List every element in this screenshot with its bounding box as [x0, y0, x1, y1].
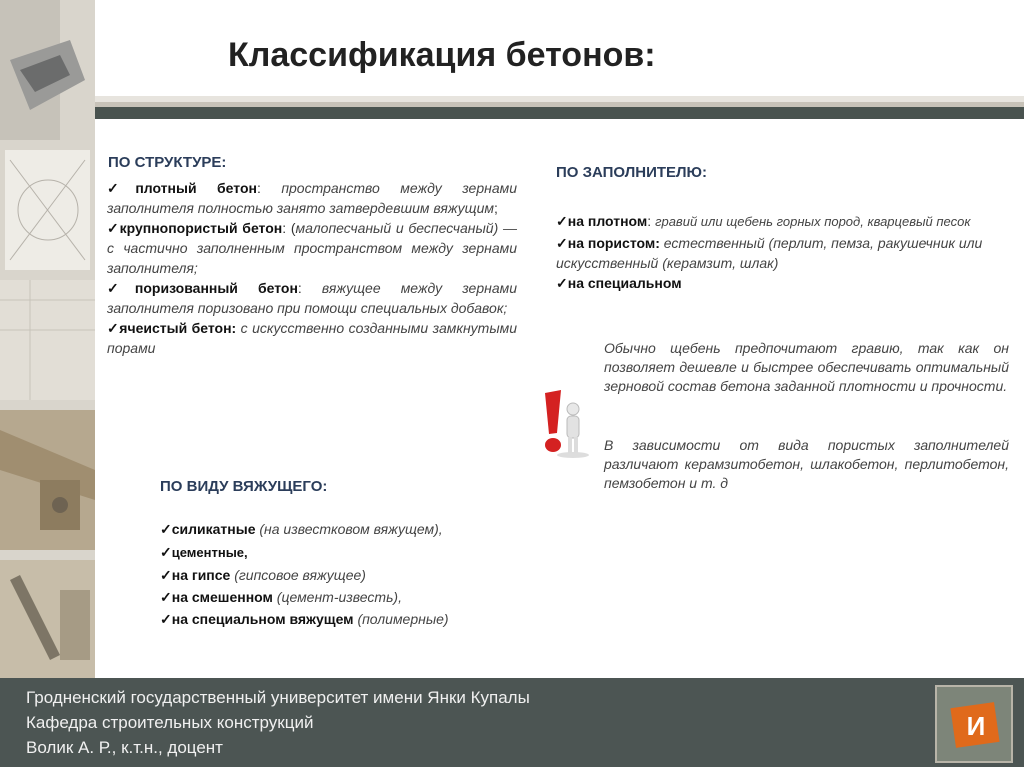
description: вяжущее между зернами заполнителя поризовано при помощи специальных добавок;	[107, 280, 517, 316]
check-icon: ✓	[107, 180, 136, 196]
construction-tools-illustration	[0, 0, 95, 678]
term: на плотном	[567, 213, 648, 229]
list-item	[556, 233, 1016, 273]
description: (полимерные)	[357, 611, 449, 627]
logo-letter: И	[966, 711, 986, 741]
list-item	[160, 608, 580, 630]
term: крупнопористый бетон	[119, 220, 283, 236]
check-icon: ✓	[160, 589, 172, 605]
university-logo	[935, 685, 1013, 763]
description: (цемент-известь),	[276, 589, 402, 605]
term: поризованный бетон	[134, 280, 298, 296]
list-item	[556, 210, 1016, 233]
description: пространство между зернами заполнителя полностью занято затвердевшим вяжущим	[107, 180, 517, 216]
list-item	[160, 586, 580, 608]
list-item	[107, 218, 517, 278]
footer-author: Волик А. Р., к.т.н., доцент	[26, 738, 223, 757]
term: на смешенном	[171, 589, 273, 605]
separator: : (	[282, 220, 296, 236]
term: ячеистый бетон:	[119, 320, 237, 336]
list-item	[160, 564, 580, 586]
list-item	[556, 273, 1016, 293]
check-icon: ✓	[556, 275, 568, 291]
exclamation-figure-icon	[533, 385, 593, 460]
list-item	[107, 318, 517, 358]
check-icon: ✓	[160, 611, 172, 627]
check-icon: ✓	[160, 567, 172, 583]
footer-university: Гродненский государственный университет имени Янки Купалы	[26, 688, 530, 707]
term: на специальном	[567, 275, 682, 291]
separator: :	[256, 180, 261, 196]
list-item	[107, 178, 517, 218]
check-icon: ✓	[556, 213, 568, 229]
filler-heading: ПО ЗАПОЛНИТЕЛЮ:	[556, 164, 708, 181]
term: на специальном вяжущем	[171, 611, 354, 627]
list-item	[160, 517, 580, 541]
term: плотный бетон	[135, 180, 257, 196]
check-icon: ✓	[556, 235, 568, 251]
title-bar-divider	[95, 107, 1024, 119]
decorative-sidebar-image	[0, 0, 95, 678]
structure-heading: ПО СТРУКТУРЕ:	[108, 154, 227, 171]
structure-list	[107, 178, 517, 358]
check-icon: ✓	[107, 220, 120, 236]
separator: :	[297, 280, 302, 296]
list-item	[160, 541, 580, 564]
list-item	[107, 278, 517, 318]
binder-heading: ПО ВИДУ ВЯЖУЩЕГО:	[160, 478, 328, 495]
filler-note-1: Обычно щебень предпочитают гравию, так как он позволяет дешевле и быстрее обеспечивать оптимальный зерновой состав бетона заданной плотности и прочности.	[604, 340, 1009, 394]
footer	[0, 678, 1024, 767]
term: силикатные	[171, 521, 256, 537]
filler-note-2: В зависимости от вида пористых заполнителей различают керамзитобетон, шлакобетон, перлитобетон, пемзобетон и т. д	[604, 437, 1009, 491]
page-title: Классификация бетонов:	[228, 36, 656, 74]
description: (гипсовое вяжущее)	[234, 567, 366, 583]
check-icon: ✓	[107, 280, 135, 296]
filler-list	[556, 210, 1016, 293]
check-icon: ✓	[107, 320, 120, 336]
term: на пористом:	[567, 235, 660, 251]
description: гравий или щебень горных пород, кварцевый песок	[655, 214, 971, 229]
description: малопесчаный и беспесчаный) — с частично заполненным пространством между зернами заполнителя;	[107, 220, 517, 276]
check-icon: ✓	[160, 544, 172, 560]
footer-department: Кафедра строительных конструкций	[26, 713, 314, 732]
description: естественный (перлит, пемза, ракушечник или искусственный (керамзит, шлак)	[556, 235, 983, 271]
term: на гипсе	[171, 567, 231, 583]
check-icon: ✓	[160, 521, 172, 537]
separator: :	[647, 213, 652, 229]
description: (на известковом вяжущем),	[259, 521, 443, 537]
binder-list	[160, 517, 580, 630]
separator: ;	[493, 200, 498, 216]
term: цементные,	[171, 545, 248, 560]
description: с искусственно созданными замкнутыми порами	[107, 320, 518, 356]
